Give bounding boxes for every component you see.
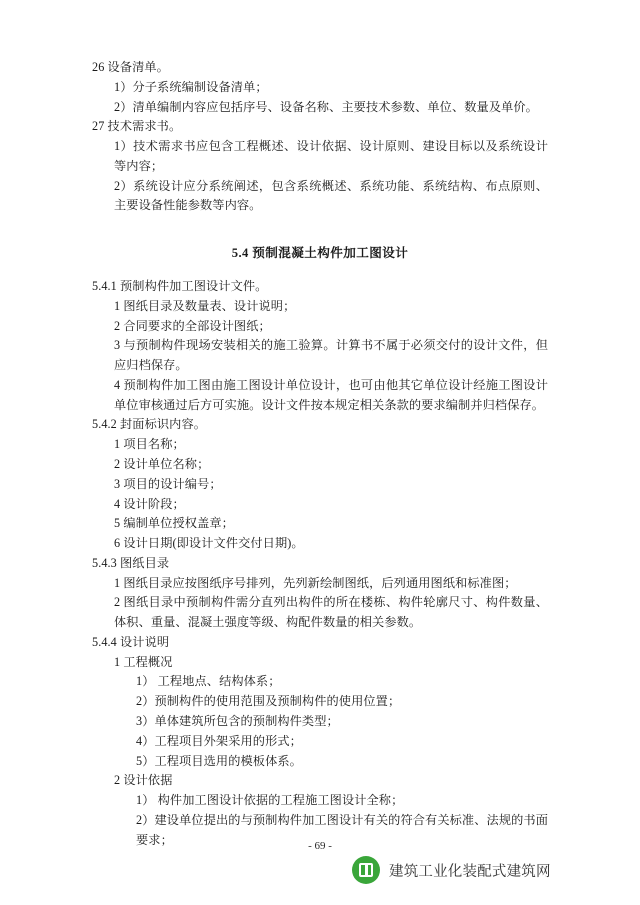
clause-5-4-1-item-1: 1 图纸目录及数量表、设计说明； [114,298,296,313]
clause-5-4-2-item-3: 3 项目的设计编号； [114,476,222,491]
clause-5-4-4-item-1-2: 2）预制构件的使用范围及预制构件的使用位置； [136,694,401,709]
paragraph-item-27-1: 1）技术需求书应包含工程概述、设计依据、设计原则、建设目标以及系统设计等内容； [114,139,548,173]
watermark [352,856,551,884]
section-heading: 5.4 预制混凝土构件加工图设计 [231,246,409,261]
clause-5-4-4-item-1-5: 5）工程项目选用的模板体系。 [136,753,302,768]
clause-5-4-2-item-2: 2 设计单位名称； [114,457,210,472]
clause-5-4-2-item-1: 1 项目名称； [114,437,185,452]
clause-5-4-4: 5.4.4 设计说明 [92,634,170,649]
clause-5-4-4-item-1: 1 工程概况 [114,654,173,669]
section-body [92,277,548,850]
clause-5-4-1-item-4: 4 预制构件加工图由施工图设计单位设计，也可由他其它单位设计经施工图设计单位审核通过后方可实施。设计文件按本规定相关条款的要求编制并归档保存。 [114,377,548,412]
paragraph-item-27: 27 技术需求书。 [92,119,182,134]
clause-5-4-4-item-2: 2 设计依据 [114,773,173,788]
clause-5-4-3-item-2: 2 图纸目录中预制构件需分直列出构件的所在楼栋、构件轮廓尺寸、构件数量、体积、重量、混凝土强度等级、构配件数量的相关参数。 [114,595,548,630]
clause-5-4-2: 5.4.2 封面标识内容。 [92,417,207,432]
clause-5-4-4-item-1-3: 3）单体建筑所包含的预制构件类型； [136,713,339,728]
clause-5-4-2-item-4: 4 设计阶段； [114,496,185,511]
clause-5-4-2-item-6: 6 设计日期(即设计文件交付日期)。 [114,536,304,551]
paragraph-item-26: 26 设备清单。 [92,60,169,74]
clause-5-4-1-item-2: 2 合同要求的全部设计图纸； [114,318,271,333]
clause-5-4-4-item-2-1: 1） 构件加工图设计依据的工程施工图设计全称； [136,793,404,808]
clause-5-4-4-item-1-4: 4）工程项目外架采用的形式； [136,733,302,748]
page-number: - 69 - [308,840,332,852]
building-logo-icon [352,856,380,884]
watermark-label: 建筑工业化装配式建筑网 [389,863,551,880]
clause-5-4-4-item-1-1: 1） 工程地点、结构体系； [136,674,281,689]
clause-5-4-1-item-3: 3 与预制构件现场安装相关的施工验算。计算书不属于必须交付的设计文件，但应归档保存。 [114,338,548,373]
paragraph-item-26-1: 1）分子系统编制设备清单； [114,79,268,94]
paragraph-item-26-2: 2）清单编制内容应包括序号、设备名称、主要技术参数、单位、数量及单价。 [114,99,538,114]
clause-5-4-1: 5.4.1 预制构件加工图设计文件。 [92,279,268,294]
top-list-block [92,58,548,216]
clause-5-4-3-item-1: 1 图纸目录应按图纸序号排列，先列新绘制图纸，后列通用图纸和标准图； [114,575,517,590]
clause-5-4-2-item-5: 5 编制单位授权盖章； [114,516,234,531]
clause-5-4-4-item-2-2: 2）建设单位提出的与预制构件加工图设计有关的符合有关标准、法规的书面要求； [136,812,548,847]
paragraph-item-27-2: 2）系统设计应分系统阐述，包含系统概述、系统功能、系统结构、布点原则、主要设备性能参数等内容。 [114,178,548,213]
clause-5-4-3: 5.4.3 图纸目录 [92,555,170,570]
